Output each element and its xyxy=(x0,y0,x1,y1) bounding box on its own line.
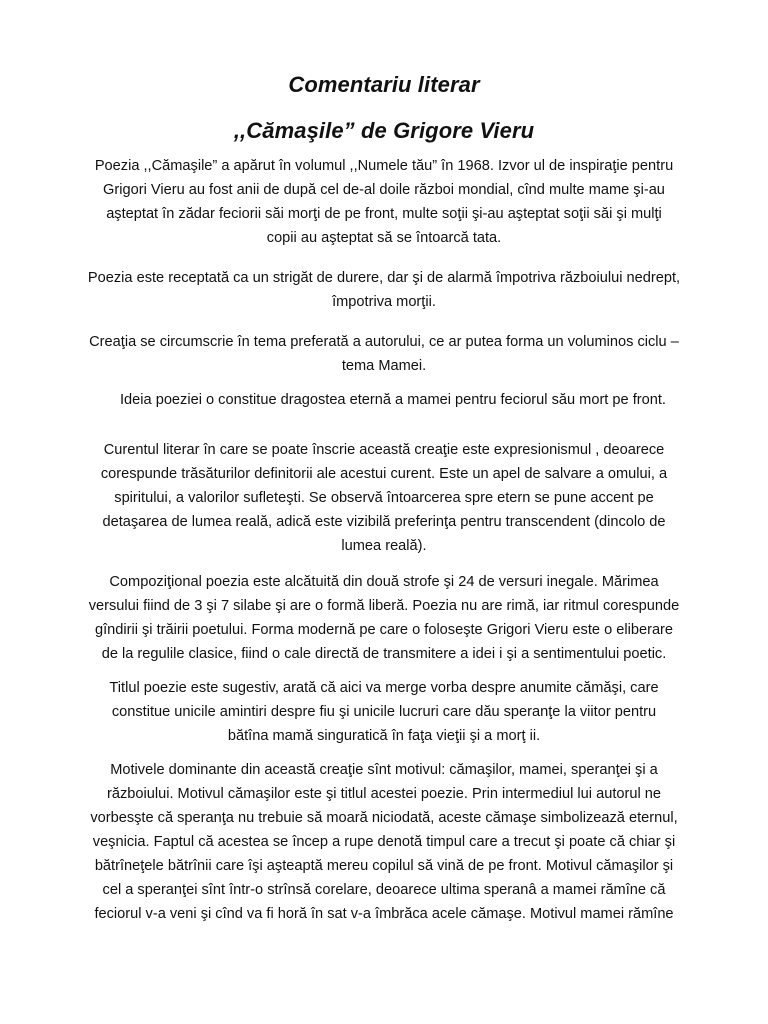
paragraph-title-analysis xyxy=(80,676,688,748)
text-line: de la regulile clasice, fiind o cale directă de transmitere a idei i şi a sentimentului poetic. xyxy=(101,646,667,662)
text-line: lumea reală). xyxy=(341,538,427,554)
text-line: feciorul v-a veni şi cînd va fi horă în sat v-a îmbrăca acele cămaşe. Motivul mamei rămîne xyxy=(94,906,674,922)
text-line: constitue unicile amintiri despre fiu şi unicile lucruri care dău speranţe la viitor pentru xyxy=(111,704,657,720)
paragraph-composition xyxy=(80,570,688,666)
text-line: tema Mamei. xyxy=(341,358,427,374)
text-line: Curentul literar în care se poate înscrie această creaţie este expresionismul , deoarece xyxy=(103,442,665,458)
paragraph-current xyxy=(80,438,688,558)
text-line: corespunde trăsăturilor definitorii ale acestui curent. Este un apel de salvare a omului, a xyxy=(100,466,668,482)
text-line: gîndirii şi trăirii poetului. Forma modernă pe care o foloseşte Grigori Vieru este o eliberare xyxy=(94,622,674,638)
document-subtitle: ,,Cămaşile” de Grigore Vieru xyxy=(233,118,535,143)
document-title: Comentariu literar xyxy=(288,72,480,97)
paragraph-reception xyxy=(80,266,688,314)
text-line: războiului. Motivul cămaşilor este şi titlul acestei poezie. Prin intermediul lui autorul ne xyxy=(106,786,661,802)
text-line: Poezia ,,Cămaşile” a apărut în volumul ,,Numele tău” în 1968. Izvor ul de inspiraţie pentru xyxy=(94,158,674,174)
text-line: Grigori Vieru au fost anii de după cel de-al doile război mondial, cînd multe mame şi-au xyxy=(103,182,665,198)
text-line: veşnicia. Faptul că acestea se încep a rupe denotă timpul care a trecut şi poate că chiar şi xyxy=(92,834,676,850)
text-line: bătrîneţele bătrînii care îşi aşteaptă mereu copilul să vină de pe front. Motivul cămaşilor şi xyxy=(94,858,674,874)
text-line: spiritului, a valorilor sufleteşti. Se observă întoarcerea spre etern se pune accent pe xyxy=(114,490,654,506)
text-line: copii au aşteptat să se întoarcă tata. xyxy=(266,230,502,246)
text-line: cel a speranţei sînt într-o strînsă corelare, deoarece ultima speranâ a mamei rămîne că xyxy=(102,882,666,898)
text-line: Compoziţional poezia este alcătuită din două strofe şi 24 de versuri inegale. Mărimea xyxy=(109,574,659,590)
text-line: Titlul poezie este sugestiv, arată că aici va merge vorba despre anumite cămăşi, care xyxy=(109,680,659,696)
paragraph-theme xyxy=(80,330,688,378)
text-line: Creaţia se circumscrie în tema preferată a autorului, ce ar putea forma un voluminos ciclu – xyxy=(89,334,679,350)
text-line: împotriva morţii. xyxy=(332,294,436,310)
paragraph-idea xyxy=(120,388,720,412)
paragraph-motifs xyxy=(80,758,688,926)
text-line: Poezia este receptată ca un strigăt de durere, dar şi de alarmă împotriva războiului nedrept, xyxy=(87,270,681,286)
text-line: bătîna mamă singuratică în faţa vieţii şi a morţ ii. xyxy=(227,728,541,744)
text-line: Motivele dominante din această creaţie sînt motivul: cămaşilor, mamei, speranţei şi a xyxy=(110,762,658,778)
text-line: Ideia poeziei o constitue dragostea eternă a mamei pentru feciorul său mort pe front. xyxy=(120,392,666,408)
text-line: aşteptat în zădar feciorii săi morţi de pe front, multe soţii şi-au aşteptat soţii săi şi mulţi xyxy=(106,206,662,222)
paragraph-intro xyxy=(80,154,688,250)
text-line: versului fiind de 3 şi 7 silabe şi are o formă liberă. Poezia nu are rimă, iar ritmul corespunde xyxy=(88,598,680,614)
text-line: detaşarea de lumea reală, adică este vizibilă preferinţa pentru transcendent (dincolo de xyxy=(102,514,666,530)
text-line: vorbesşte că speranţa nu trebuie să moară niciodată, aceste cămaşe simbolizează eternul, xyxy=(90,810,678,826)
